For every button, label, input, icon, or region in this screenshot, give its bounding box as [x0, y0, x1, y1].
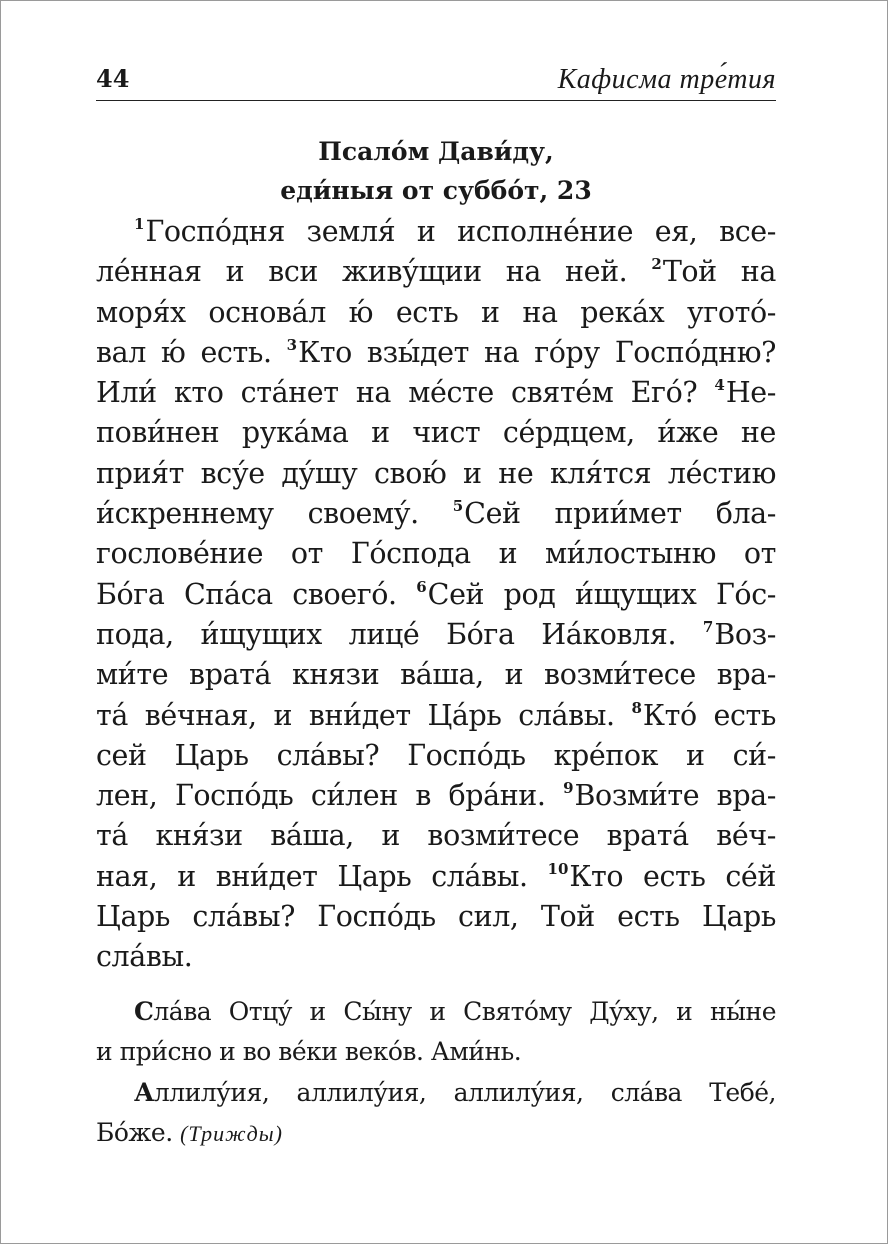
psalm-line [96, 776, 776, 816]
running-title: Кафисма тре́тия [557, 64, 776, 95]
psalm-title-line-1: Псало́м Дави́ду, [318, 137, 554, 166]
alleluia-text-2: Бо́же. [96, 1117, 181, 1147]
psalm-line [96, 373, 776, 413]
psalm-line [96, 736, 776, 776]
psalm-line [96, 454, 776, 494]
verse-text: лен, Госпо́дь си́лен в бра́ни. [96, 779, 564, 813]
psalm-line [96, 655, 776, 695]
psalm-line [96, 293, 776, 333]
verse-text: гослове́ние от Го́спода и ми́лостыню от [96, 537, 776, 571]
verse-text: Сей род и́щущих Го́с- [427, 577, 776, 611]
page-header [96, 62, 776, 101]
verse-number: 8 [631, 698, 642, 717]
page-number: 44 [96, 64, 130, 93]
psalm-line [96, 857, 776, 897]
verse-text: ми́те врата́ князи ва́ша, и возми́тесе вра- [96, 658, 776, 692]
psalm-title-line-2: еди́ныя от суббо́т, 23 [280, 176, 592, 205]
psalm-line [96, 696, 776, 736]
gloria-line-1 [96, 994, 776, 1034]
psalm-line [96, 615, 776, 655]
verse-number: 1 [134, 215, 145, 233]
verse-text: Возми́те вра- [574, 779, 776, 813]
psalm-title [96, 132, 776, 210]
verse-number: 3 [286, 335, 298, 354]
verse-text: ле́нная и вси живу́щии на ней. [96, 255, 652, 289]
verse-text: моря́х основа́л ю́ есть и на река́х угото́- [96, 295, 776, 329]
psalm-line [96, 212, 776, 252]
verse-text: прия́т всу́е ду́шу свою́ и не кля́тся ле́стию [96, 456, 776, 490]
rubric-thrice: (Трижды) [180, 1120, 283, 1146]
verse-text: сей Царь сла́вы? Госпо́дь кре́пок и си́- [96, 738, 776, 772]
psalm-line [96, 333, 776, 373]
psalm-line [96, 816, 776, 856]
psalm-line [96, 897, 776, 937]
gloria-initial: С [134, 997, 154, 1026]
gloria-line-2: и при́сно и во ве́ки веко́в. Ами́нь. [96, 1037, 522, 1067]
verse-text: Сей прии́мет бла- [464, 497, 776, 531]
verse-number: 10 [547, 859, 569, 878]
verse-text: Кто́ есть [642, 698, 776, 732]
verse-number: 6 [416, 577, 427, 596]
psalm-line [96, 413, 776, 453]
verse-text: Царь сла́вы? Госпо́дь сил, Той есть Царь [96, 900, 776, 934]
psalm-line [96, 575, 776, 615]
verse-number: 9 [563, 779, 574, 798]
verse-text: Воз- [714, 617, 776, 651]
verse-number: 2 [651, 255, 662, 274]
psalm-line [96, 252, 776, 292]
verse-text: Кто есть се́й [569, 859, 776, 893]
verse-text: Госпо́дня земля́ и исполне́ние ея, все- [145, 215, 776, 248]
verse-text: сла́вы. [96, 940, 193, 974]
alleluia-line-1 [96, 1075, 776, 1115]
verse-number: 7 [702, 617, 714, 636]
verse-text: та́ кня́зи ва́ша, и возми́тесе врата́ ве́ч- [96, 819, 776, 853]
verse-text: вал ю́ есть. [96, 335, 287, 369]
doxology [96, 994, 776, 1155]
psalm-line [96, 534, 776, 574]
verse-text: пови́нен рука́ма и чист се́рдцем, и́же не [96, 416, 776, 450]
verse-number: 4 [714, 376, 725, 395]
alleluia-line-2 [96, 1115, 776, 1155]
verse-text: пода, и́щущих лице́ Бо́га Иа́ковля. [96, 617, 703, 651]
verse-text: Той на [662, 255, 776, 289]
alleluia-initial: А [134, 1077, 154, 1107]
gloria-text-1: ла́ва Отцу́ и Сы́ну и Свято́му Ду́ху, и ны́не [153, 997, 776, 1026]
psalm-text [96, 212, 776, 978]
psalm-line [96, 937, 776, 977]
verse-text: Или́ кто ста́нет на ме́сте святе́м Его́? [96, 376, 715, 410]
verse-text: ная, и вни́дет Царь сла́вы. [96, 859, 548, 893]
verse-text: та́ ве́чная, и вни́дет Ца́рь сла́вы. [96, 698, 632, 732]
verse-text: Не- [725, 376, 776, 410]
verse-number: 5 [452, 497, 464, 516]
verse-text: и́скреннему своему́. [96, 497, 453, 531]
alleluia-text-1: ллилу́ия, аллилу́ия, аллилу́ия, сла́ва Тебе́, [153, 1077, 776, 1107]
verse-text: Кто взы́дет на го́ру Госпо́дню? [298, 335, 776, 369]
psalm-line [96, 494, 776, 534]
verse-text: Бо́га Спа́са своего́. [96, 577, 417, 611]
